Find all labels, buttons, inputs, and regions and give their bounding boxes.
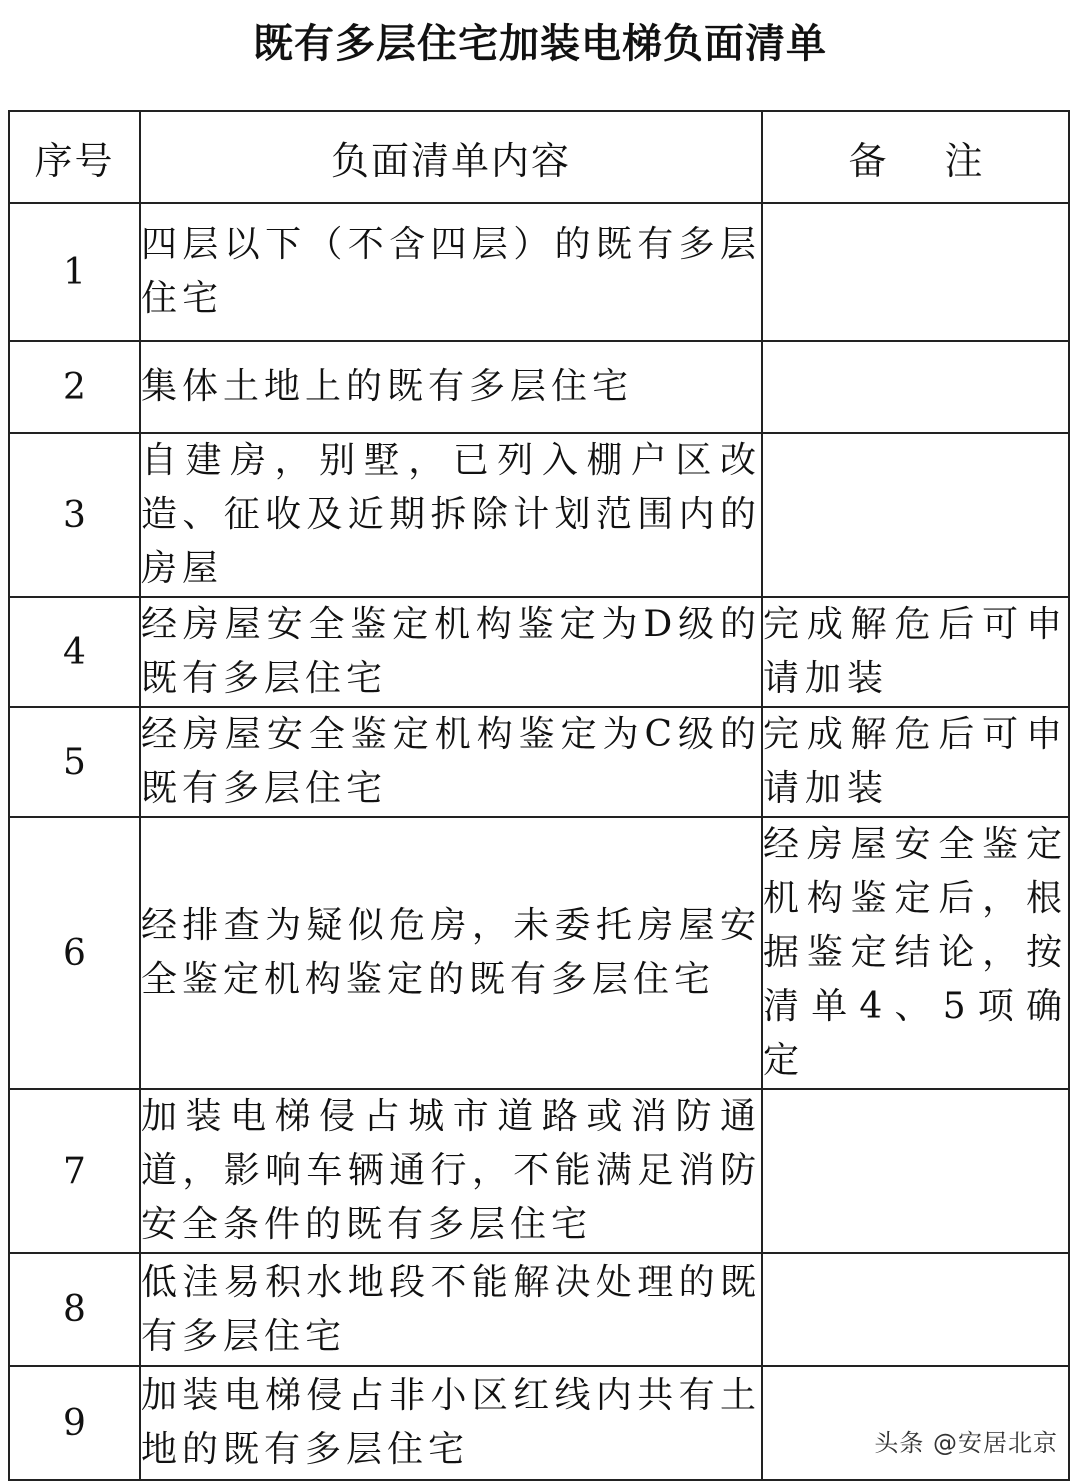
header-note-part2: 注: [944, 138, 983, 183]
row-index: 5: [9, 707, 140, 817]
row-note: 经房屋安全鉴定机构鉴定后，根据鉴定结论，按清单4、5项确定: [762, 817, 1069, 1089]
row-note: 完成解危后可申请加装: [762, 707, 1069, 817]
table-row: [9, 1089, 1069, 1253]
row-content: 经房屋安全鉴定机构鉴定为C级的既有多层住宅: [140, 707, 762, 817]
row-content: 经排查为疑似危房，未委托房屋安全鉴定机构鉴定的既有多层住宅: [140, 817, 762, 1089]
table-row: [9, 1253, 1069, 1366]
header-content: 负面清单内容: [140, 111, 762, 203]
document-title: 既有多层住宅加装电梯负面清单: [253, 21, 827, 67]
row-note: 完成解危后可申请加装: [762, 597, 1069, 707]
row-index: 6: [9, 817, 140, 1089]
row-note: [762, 1089, 1069, 1253]
watermark: 头条 @安居北京: [874, 1429, 1058, 1457]
row-index: 4: [9, 597, 140, 707]
row-content: 低洼易积水地段不能解决处理的既有多层住宅: [140, 1253, 762, 1366]
header-note: [762, 111, 1069, 203]
row-index: 2: [9, 341, 140, 433]
row-content: 加装电梯侵占非小区红线内共有土地的既有多层住宅: [140, 1366, 762, 1480]
row-note: [762, 341, 1069, 433]
table-row: [9, 817, 1069, 1089]
table-row: [9, 433, 1069, 597]
table-row: [9, 203, 1069, 341]
row-index: 9: [9, 1366, 140, 1480]
row-note: [762, 433, 1069, 597]
row-index: 1: [9, 203, 140, 341]
row-note: [762, 1253, 1069, 1366]
row-index: 3: [9, 433, 140, 597]
header-index: 序号: [9, 111, 140, 203]
table-row: [9, 707, 1069, 817]
row-index: 8: [9, 1253, 140, 1366]
table-row: [9, 597, 1069, 707]
row-note: [762, 203, 1069, 341]
row-content: 四层以下（不含四层）的既有多层住宅: [140, 203, 762, 341]
row-index: 7: [9, 1089, 140, 1253]
row-content: 加装电梯侵占城市道路或消防通道，影响车辆通行，不能满足消防安全条件的既有多层住宅: [140, 1089, 762, 1253]
header-row: [9, 111, 1069, 203]
header-note-part1: 备: [848, 138, 887, 183]
row-content: 集体土地上的既有多层住宅: [140, 341, 762, 433]
table-row: [9, 341, 1069, 433]
negative-list-table: [8, 110, 1070, 1481]
row-content: 自建房，别墅，已列入棚户区改造、征收及近期拆除计划范围内的房屋: [140, 433, 762, 597]
row-content: 经房屋安全鉴定机构鉴定为D级的既有多层住宅: [140, 597, 762, 707]
